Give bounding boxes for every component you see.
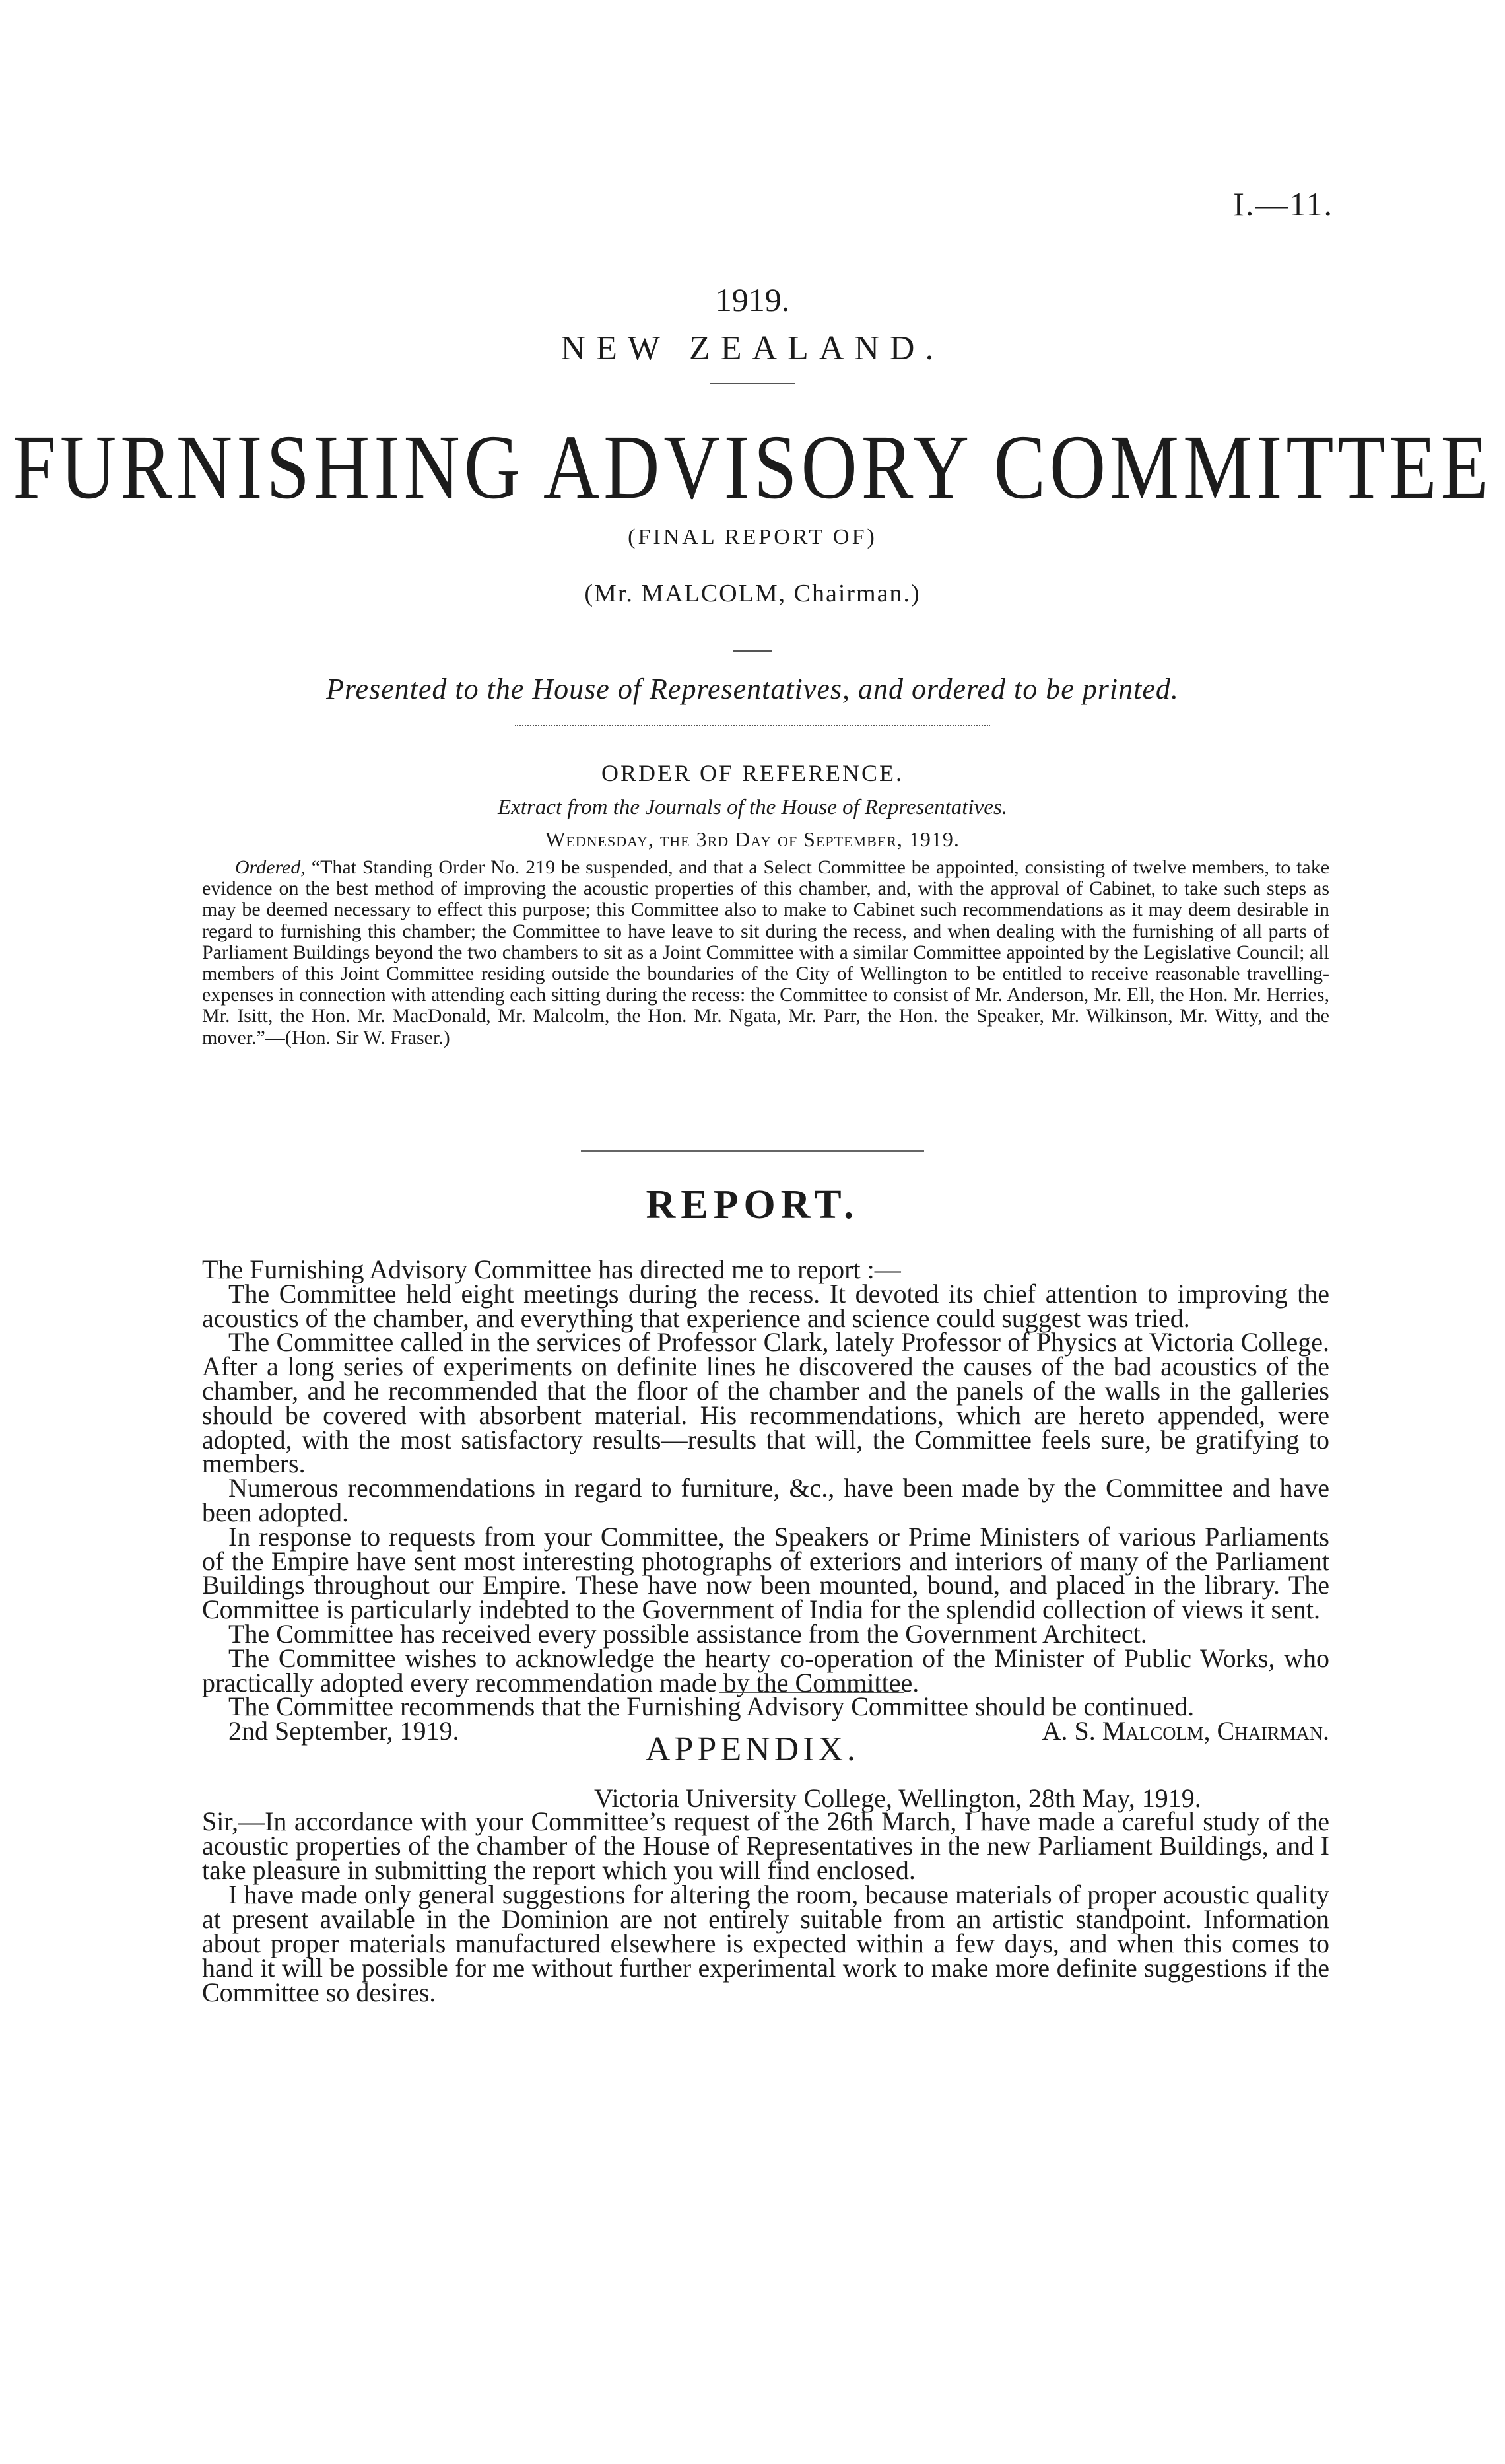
journal-extract-line: Extract from the Journals of the House of Representatives.	[498, 796, 1007, 819]
appendix-heading: APPENDIX.	[645, 1730, 860, 1768]
chairman-line: (Mr. MALCOLM, Chairman.)	[584, 580, 921, 607]
divider-rule	[581, 1150, 924, 1152]
report-paragraph: The Furnishing Advisory Committee has directed me to report :—	[202, 1254, 901, 1284]
appendix-paragraph: Sir,—In accordance with your Committee’s request of the 26th March, I have made a careful study of the acoustic properties of the chamber of the House of Representatives in the new Parliament Buildings, and I take pleasure in submitting the report which you will find enclosed.	[202, 1806, 1329, 1885]
order-of-reference-heading: ORDER OF REFERENCE.	[601, 760, 904, 786]
order-date: Wednesday, the 3rd Day of September, 1919.	[545, 827, 960, 851]
report-paragraph: The Committee called in the services of Professor Clark, lately Professor of Physics at Victoria College. After a long series of experiments on definite lines he discovered the causes of the bad acoustics of the chamber, and he recommended that the floor of the chamber and the panels of the walls in the galleries should be covered with absorbent material. His recommendations, which are hereto appended, were adopted, with the most satisfactory results—results that will, the Committee feels sure, be gratifying to members.	[202, 1327, 1329, 1479]
presented-line: Presented to the House of Representatives, and ordered to be printed.	[326, 673, 1179, 705]
report-paragraph: The Committee held eight meetings during the recess. It devoted its chief attention to improving the acoustics of the chamber, and everything that experience and science could suggest was tried.	[202, 1278, 1329, 1333]
divider-rule	[515, 725, 990, 726]
document-subtitle: (FINAL REPORT OF)	[628, 525, 877, 549]
report-paragraph: The Committee wishes to acknowledge the hearty co-operation of the Minister of Public Works, who practically adopted every recommendation made by the Committee.	[202, 1643, 1329, 1697]
divider-rule	[710, 383, 795, 384]
report-paragraph: Numerous recommendations in regard to furniture, &c., have been made by the Committee and have been adopted.	[202, 1473, 1329, 1527]
appendix-paragraph: I have made only general suggestions for altering the room, because materials of proper acoustic quality at present available in the Dominion are not entirely suitable from an artistic standpoint. Information about proper materials manufactured elsewhere is expected within a few days, and when this comes to hand it will be possible for me without further experimental work to make more definite suggestions if the Committee so desires.	[202, 1880, 1329, 2007]
report-paragraph: The Committee recommends that the Furnishing Advisory Committee should be continued.	[228, 1692, 1195, 1722]
appendix-date-line: Victoria University College, Wellington, 28th May, 1919.	[594, 1783, 1201, 1813]
paper-reference: I.—11.	[1233, 186, 1333, 222]
report-body	[202, 1254, 1329, 1746]
order-body: “That Standing Order No. 219 be suspended, and that a Select Committee be appointed, consisting of twelve members, to take evidence on the best method of improving the acoustic properties of this chamber, and, with the approval of Cabinet, to take such steps as may be deemed necessary to effect this purpose; this Committee also to make to Cabinet such recommendations as it may deem desirable in regard to furnishing this chamber; the Committee to have leave to sit during the recess, and when dealing with the furnishing of all parts of Parliament Buildings beyond the two chambers to sit as a Joint Committee with a similar Committee appointed by the Legislative Council; all members of this Joint Committee residing outside the boundaries of the City of Wellington to be entitled to receive reasonable travelling-expenses in connection with attending each sitting during the recess: the Committee to consist of Mr. Anderson, Mr. Ell, the Hon. Mr. Herries, Mr. Isitt, the Hon. Mr. MacDonald, Mr. Malcolm, the Hon. Mr. Ngata, Mr. Parr, the Hon. the Speaker, Mr. Wilkinson, Mr. Witty, and the mover.”—(Hon. Sir W. Fraser.)	[202, 856, 1330, 1048]
appendix-body	[202, 1806, 1329, 2007]
order-of-reference-text	[202, 857, 1329, 1048]
document-title: FURNISHING ADVISORY COMMITTEE	[13, 416, 1492, 518]
divider-rule	[719, 1692, 904, 1693]
year: 1919.	[715, 281, 790, 318]
report-signature: A. S. Malcolm, Chairman.	[1042, 1716, 1329, 1746]
report-date: 2nd September, 1919.	[228, 1716, 459, 1746]
country-heading: NEW ZEALAND.	[560, 329, 945, 367]
report-heading: REPORT.	[646, 1182, 859, 1227]
report-paragraph: The Committee has received every possible assistance from the Government Architect.	[228, 1618, 1147, 1649]
report-paragraph: In response to requests from your Committee, the Speakers or Prime Ministers of various Parliaments of the Empire have sent most interesting photographs of exteriors and interiors of many of the Parliament Buildings throughout our Empire. These have now been mounted, bound, and placed in the library. The Committee is particularly indebted to the Government of India for the splendid collection of views it sent.	[202, 1521, 1329, 1625]
ordered-label: Ordered,	[235, 856, 306, 878]
divider-rule	[733, 650, 772, 652]
